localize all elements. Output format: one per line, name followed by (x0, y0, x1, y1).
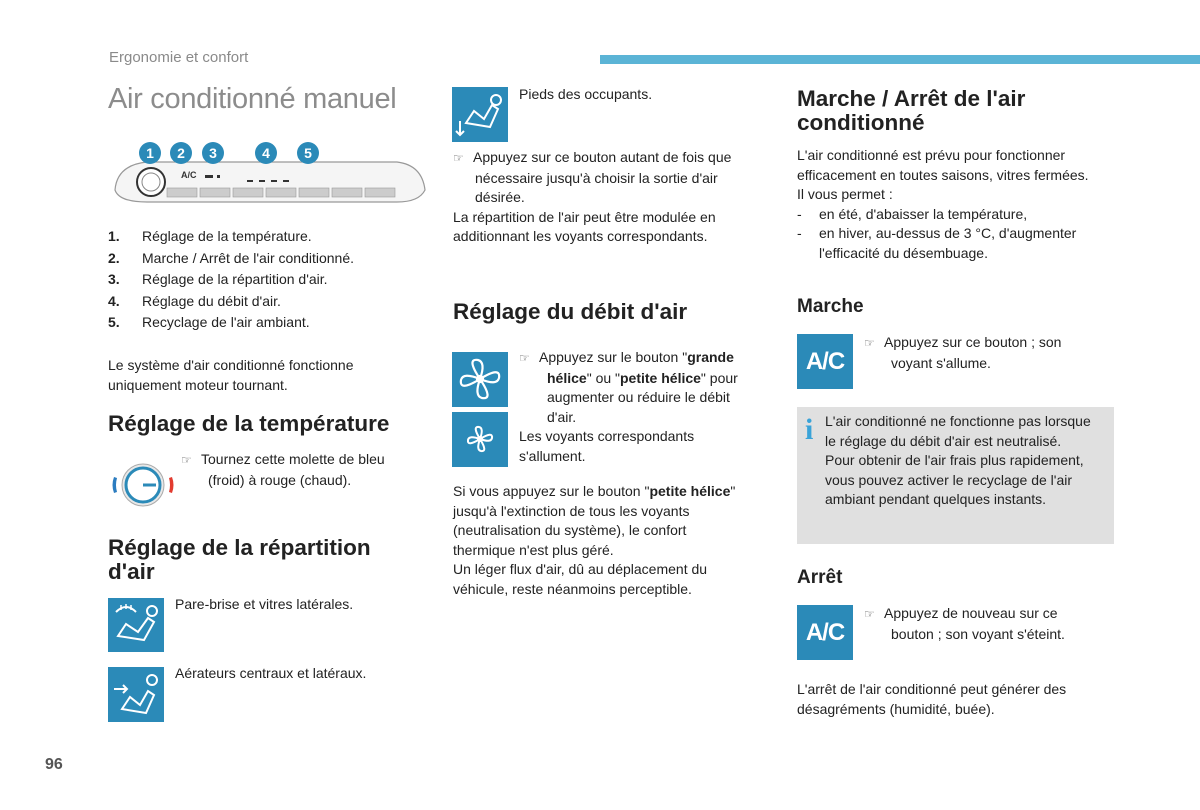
finger-icon: ☞ (864, 336, 875, 350)
windshield-label: Pare-brise et vitres latérales. (175, 596, 354, 612)
list-item: 4. Réglage du débit d'air. (108, 292, 281, 309)
svg-text:A/C: A/C (181, 170, 197, 180)
big-fan-icon (452, 352, 508, 407)
ac-on-icon: A/C (797, 334, 853, 389)
section-header: Ergonomie et confort (109, 49, 249, 66)
finger-icon: ☞ (519, 351, 530, 365)
info-icon: i (805, 413, 814, 446)
finger-icon: ☞ (864, 607, 875, 621)
page-number: 96 (45, 756, 63, 773)
badge-3: 3 (202, 142, 224, 164)
list-item: 1. Réglage de la température. (108, 228, 312, 244)
marche-arret-intro: L'air conditionné est prévu pour fonctionner efficacement en toutes saisons, vitres fermées. Il vous permet : - en été, d'abaisser la température, - en hiver, au-dessus de 3 °C, d'augmenter l'efficacité du désembuage. (797, 147, 1089, 261)
repartition-instruction: ☞ Appuyez sur ce bouton autant de fois que nécessaire jusqu'à choisir la sortie d'air désirée. La répartition de l'air peut être modulée en additionnant les voyants correspondants. (453, 149, 732, 245)
vents-icon (108, 667, 164, 722)
vents-label: Aérateurs centraux et latéraux. (175, 665, 367, 681)
arret-heading: Arrêt (797, 567, 843, 588)
marche-instruction: ☞ Appuyez sur ce bouton ; son voyant s'allume. (864, 334, 1062, 371)
list-item: 3. Réglage de la répartition d'air. (108, 271, 328, 288)
finger-icon: ☞ (453, 151, 464, 165)
feet-label: Pieds des occupants. (519, 86, 653, 102)
page-title: Air conditionné manuel (108, 83, 397, 115)
intro-text: Le système d'air conditionné fonctionne uniquement moteur tournant. (108, 357, 354, 393)
debit-heading: Réglage du débit d'air (453, 299, 688, 324)
debit-paragraph: Si vous appuyez sur le bouton "petite hélice" jusqu'à l'extinction de tous les voyants (neutralisation du système), le confort thermique n'est plus géré. Un léger flux d'air, dû au déplacement du véhicule, reste néanmoins perceptible. (453, 483, 736, 597)
legend-list (108, 226, 428, 334)
marche-arret-heading: Marche / Arrêt de l'air conditionné (797, 86, 1026, 135)
arret-instruction: ☞ Appuyez de nouveau sur ce bouton ; son voyant s'éteint. (864, 605, 1065, 642)
badge-2: 2 (170, 142, 192, 164)
list-item: 2. Marche / Arrêt de l'air conditionné. (108, 249, 355, 266)
badge-4: 4 (255, 142, 277, 164)
marche-heading: Marche (797, 296, 864, 317)
temp-heading: Réglage de la température (108, 411, 390, 436)
badge-1: 1 (139, 142, 161, 164)
finger-icon: ☞ (181, 453, 192, 467)
header-bar (600, 55, 1200, 64)
small-fan-icon (452, 412, 508, 467)
control-panel-illustration (107, 140, 427, 220)
repartition-heading: Réglage de la répartition d'air (108, 535, 371, 584)
feet-icon (452, 87, 508, 142)
final-paragraph: L'arrêt de l'air conditionné peut générer des désagréments (humidité, buée). (797, 681, 1067, 717)
list-item: 5. Recyclage de l'air ambiant. (108, 314, 310, 331)
debit-instruction: ☞ Appuyez sur le bouton "grande hélice" ou "petite hélice" pour augmenter ou réduire le débit d'air. Les voyants correspondants s'allument. (519, 349, 738, 464)
temp-instruction: ☞ Tournez cette molette de bleu (froid) à rouge (chaud). (181, 451, 385, 488)
temp-dial-icon (108, 460, 178, 510)
info-box: i L'air conditionné ne fonctionne pas lorsque le réglage du débit d'air est neutralisé. Pour obtenir de l'air frais plus rapidement, vous pouvez activer le recyclage de l'air ambiant pendant quelques instants. (797, 407, 1114, 544)
windshield-icon (108, 598, 164, 652)
badge-5: 5 (297, 142, 319, 164)
ac-off-icon: A/C (797, 605, 853, 660)
